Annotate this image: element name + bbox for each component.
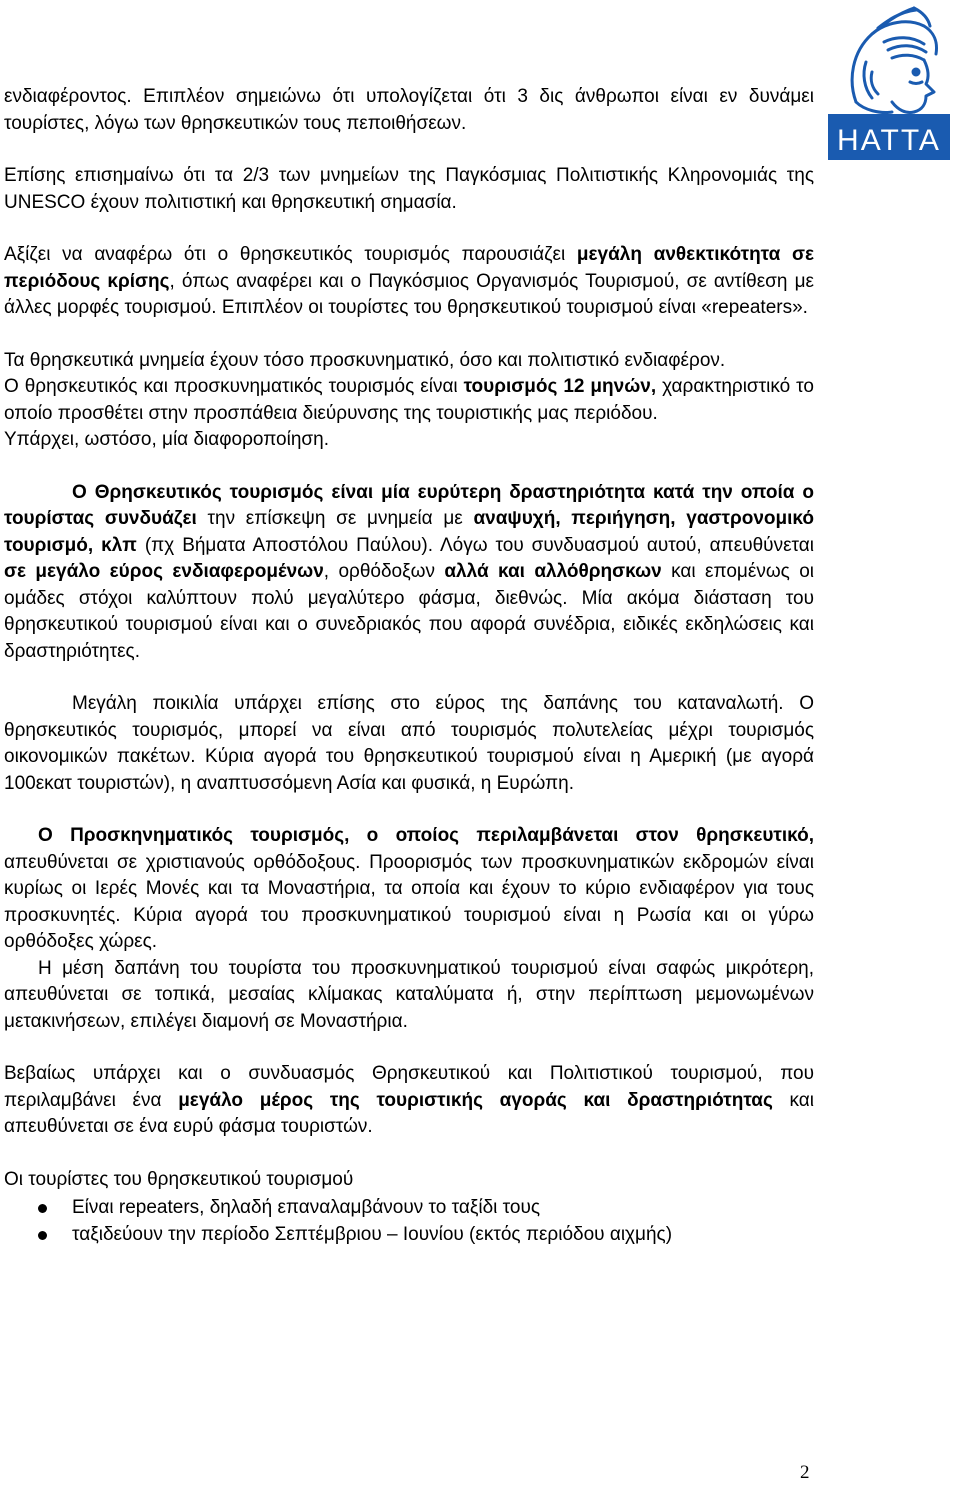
document-body — [4, 84, 814, 1248]
paragraph — [4, 691, 814, 797]
paragraph — [4, 374, 814, 427]
text-run: Υπάρχει, ωστόσο, μία διαφοροποίηση. — [4, 429, 329, 450]
bullet-icon — [38, 1204, 47, 1213]
text-run: Βεβαίως υπάρχει και ο συνδυασμός Θρησκευτικού και Πολιτιστικού τουρισμού, που περιλαμβάνει ένα — [4, 1063, 814, 1111]
text-run: Αξίζει να αναφέρω ότι ο θρησκευτικός τουρισμός παρουσιάζει — [4, 244, 577, 265]
paragraph — [4, 956, 814, 1036]
text-run: , όπως αναφέρει και ο Παγκόσμιος Οργανισμός Τουρισμού, σε αντίθεση με άλλες μορφές τουρισμού. Επιπλέον οι τουρίστες του θρησκευτικού τουρισμού είναι «repeaters». — [4, 270, 814, 318]
text-run: Η μέση δαπάνη του τουρίστα του προσκυνηματικού τουρισμού είναι σαφώς μικρότερη, απευθύνεται σε τοπικά, μεσαίας κλίμακας καταλύματα ή, στην περίπτωση μεμονωμένων μετακινήσεων, επιλέγει διαμονή σε Μοναστήρια. — [4, 957, 814, 1032]
text-run: και επομένως οι ομάδες στόχοι καλύπτουν πολύ μεγαλύτερο φάσμα, διεθνώς. Μία ακόμα διάσταση του θρησκευτικού τουρισμού είναι και ο συνεδριακός που αφορά συνέδρια, ειδικές εκδηλώσεις και δραστηριότητες. — [4, 561, 814, 662]
logo-text: HATTA — [837, 124, 941, 157]
bullet-icon — [38, 1231, 47, 1240]
text-run: Τα θρησκευτικά μνημεία έχουν τόσο προσκυνηματικό, όσο και πολιτιστικό ενδιαφέρον. — [4, 349, 726, 371]
list-item — [4, 1222, 814, 1249]
hatta-logo — [826, 2, 952, 162]
paragraph — [4, 427, 814, 454]
paragraph — [4, 242, 814, 322]
bold-text: τουρισμός 12 μηνών, — [463, 376, 657, 397]
text-run: Μεγάλη ποικιλία υπάρχει επίσης στο εύρος της δαπάνης του καταναλωτή. Ο θρησκευτικός τουρισμός, μπορεί να είναι από τουρισμός πολυτελείας μέχρι τουρισμός οικονομικών πακέτων. Κύρια αγορά του θρησκευτικού τουρισμού είναι η Αμερική (με αγορά 100εκατ τουριστών), η αναπτυσσόμενη Ασία και φυσικά, η Ευρώπη. — [4, 693, 814, 794]
bullet-list — [4, 1195, 814, 1248]
bold-text: μεγάλη ανθεκτικότητα σε περιόδους κρίσης — [4, 244, 815, 292]
paragraph — [4, 163, 814, 216]
bold-text: αλλά και αλλόθρησκων — [444, 561, 662, 582]
page-number: 2 — [800, 1462, 810, 1483]
text-run: απευθύνεται σε χριστιανούς ορθόδοξους. Προορισμός των προσκυνηματικών εκδρομών είναι κυρίως οι Ιερές Μονές και τα Μοναστήρια, τα οποία και έχουν το κύριο ενδιαφέρον για τους προσκυνητές. Κύρια αγορά του προσκυνηματικού τουρισμού είναι η Ρωσία και οι γύρω ορθόδοξες χώρες. — [4, 851, 814, 952]
text-run: χαρακτηριστικό το οποίο προσθέτει στην προσπάθεια διεύρυνσης της τουριστικής μας περιόδου. — [4, 376, 814, 424]
bold-text: Ο Προσκηνηματικός τουρισμός, ο οποίος περιλαμβάνεται στον θρησκευτικό, — [38, 825, 814, 846]
paragraph — [4, 348, 814, 375]
bold-text: μεγάλο μέρος της τουριστικής αγοράς και δραστηριότητας — [178, 1089, 773, 1111]
bold-text: αναψυχή, περιήγηση, γαστρονομικό τουρισμό, κλπ — [4, 508, 814, 556]
bold-text: σε μεγάλο εύρος ενδιαφερομένων — [4, 561, 324, 582]
paragraph — [4, 84, 814, 137]
paragraph — [4, 480, 814, 666]
bold-text: Ο Θρησκευτικός τουρισμός είναι μία ευρύτερη δραστηριότητα κατά την οποία ο τουρίστας συνδυάζει — [4, 481, 814, 529]
paragraph — [4, 1061, 814, 1141]
paragraph — [4, 1167, 814, 1194]
text-run: Ο θρησκευτικός και προσκυνηματικός τουρισμός είναι — [4, 376, 464, 397]
list-item-text: ταξιδεύουν την περίοδο Σεπτέμβριου – Ιουνίου (εκτός περιόδου αιχμής) — [72, 1223, 673, 1245]
list-item-text: Είναι repeaters, δηλαδή επαναλαμβάνουν το ταξίδι τους — [72, 1197, 540, 1218]
paragraph — [4, 823, 814, 956]
text-run: (πχ Βήματα Αποστόλου Παύλου). Λόγω του συνδυασμού αυτού, απευθύνεται — [136, 534, 814, 556]
text-run: , ορθόδοξων — [323, 561, 445, 582]
text-run: την επίσκεψη σε μνημεία με — [196, 508, 474, 529]
text-run: και απευθύνεται σε ένα ευρύ φάσμα τουριστών. — [4, 1089, 814, 1137]
list-item — [4, 1195, 814, 1222]
text-run: Επίσης επισημαίνω ότι τα 2/3 των μνημείων της Παγκόσμιας Πολιτιστικής Κληρονομιάς της UNESCO έχουν πολιτιστική και θρησκευτική σημασία. — [4, 165, 814, 213]
text-run: Οι τουρίστες του θρησκευτικού τουρισμού — [4, 1168, 354, 1190]
text-run: ενδιαφέροντος. Επιπλέον σημειώνω ότι υπολογίζεται ότι 3 δις άνθρωποι είναι εν δυνάμει τουρίστες, λόγω των θρησκευτικών τους πεποιθήσεων. — [4, 86, 814, 134]
athena-head-icon — [852, 8, 936, 113]
